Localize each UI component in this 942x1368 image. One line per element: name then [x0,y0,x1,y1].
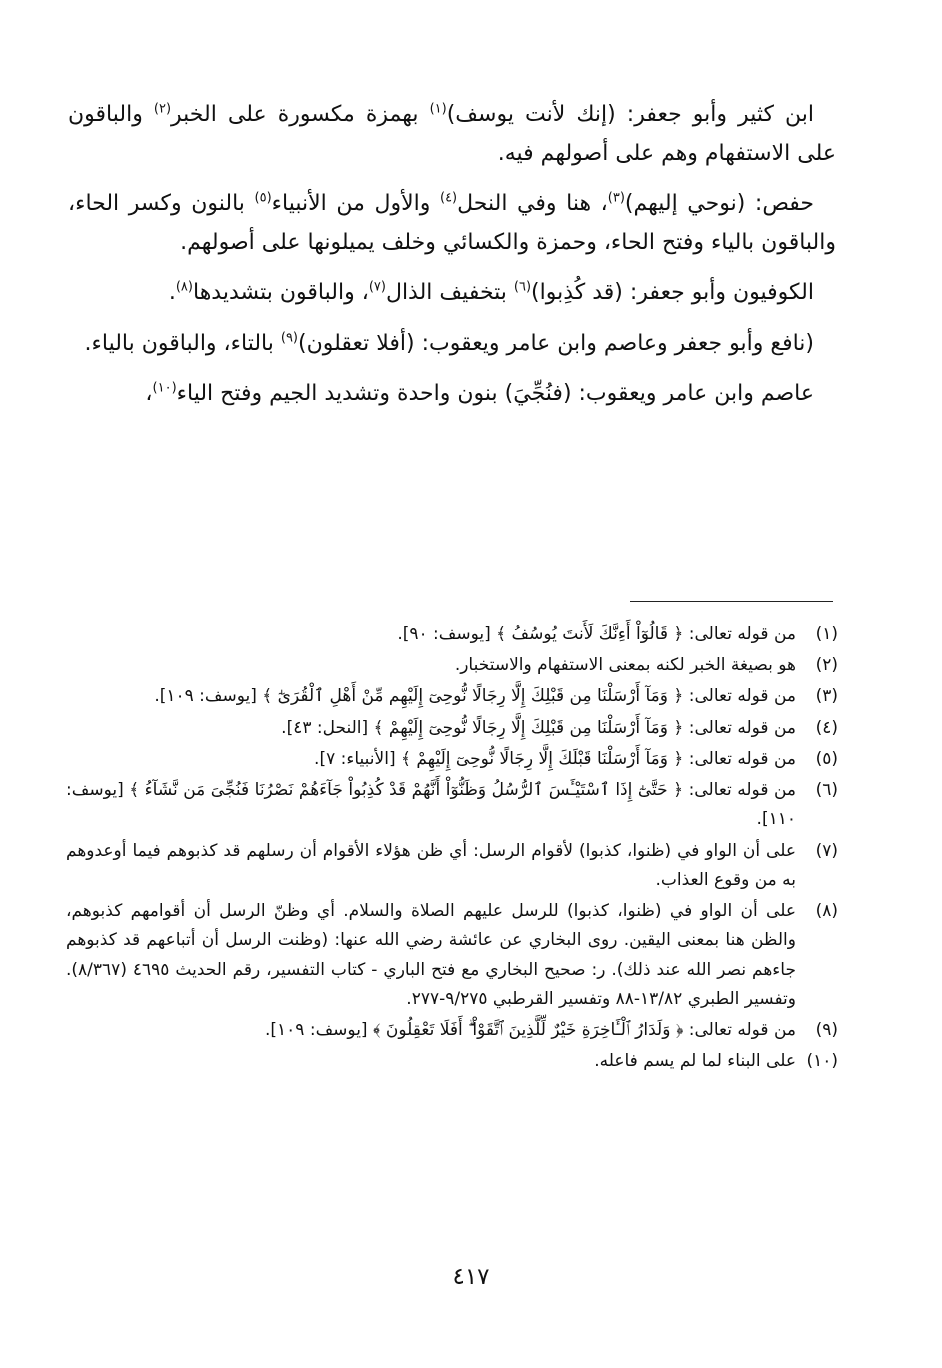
footnote-divider [630,601,833,602]
footnote-number: (٦) [815,780,838,801]
footnote [66,837,838,895]
page-number: ٤١٧ [452,1264,490,1290]
footnote-text: هو بصيغة الخبر لكنه بمعنى الاستفهام والاستخبار. [454,655,796,676]
paragraph-text: والأول من الأنبياء [271,191,440,216]
footnote-text: من قوله تعالى: ﴿ وَمَآ أَرْسَلْنَا قَبْلَكَ إِلَّا رِجَالًا نُّوحِىٓ إِلَيْهِمْ ﴾ [الأنبياء: ٧]. [314,748,796,769]
paragraph-text: ، والباقون بتشديدها [192,280,369,305]
footnote-ref: (٩) [280,330,298,346]
footnotes [66,620,838,1079]
footnote-number: (٥) [815,748,838,769]
paragraph-text: الكوفيون وأبو جعفر: (قد كُذِبوا) [531,280,814,305]
footnote [66,897,838,1014]
paragraph-text: ابن كثير وأبو جعفر: (إنك لأنت يوسف) [446,102,814,127]
paragraph-text: حفص: (نوحي إليهم) [624,191,815,216]
footnote-text: على أن الواو في (ظنوا، كذبوا) لأقوام الرسل: أي ظن هؤلاء الأقوام أن رسلهم قد كذبوهم فيما أوعدوهم به من وقوع العذاب. [66,840,796,890]
footnote-ref: (٨) [175,279,193,295]
main-paragraph [68,185,836,262]
footnote-ref: (٦) [513,279,532,295]
footnote [66,745,838,774]
footnote [66,1047,838,1076]
footnote-text: من قوله تعالى: ﴿ وَلَدَارُ ٱلْـَٔاخِرَةِ خَيْرٌ لِّلَّذِينَ ٱتَّقَوْاْ ۗ أَفَلَا تَعْقِلُونَ ﴾ [يوسف: ١٠٩]. [264,1020,796,1041]
footnote [66,620,838,649]
footnote-number: (٨) [815,901,838,922]
footnote-number: (٤) [815,717,838,738]
footnote-ref: (١٠) [152,380,177,396]
paragraph-text: والباقون على الاستفهام وهم على أصولهم فيه. [68,102,836,166]
footnote-number: (٢) [815,655,838,676]
footnote-text: من قوله تعالى: ﴿ حَتَّىٰٓ إِذَا ٱسْتَيْـَٔسَ ٱلرُّسُلُ وَظَنُّوٓاْ أَنَّهُمْ قَدْ كُذِبُواْ جَآءَهُمْ نَصْرُنَا فَنُجِّىَ مَن نَّشَآءُ ﴾ [يوسف: ١١٠]. [66,780,796,830]
paragraph-text: بهمزة مكسورة على الخبر [171,102,430,127]
main-text [68,96,836,426]
footnote [66,651,838,680]
footnote-text: على البناء لما لم يسم فاعله. [594,1051,796,1072]
footnote-ref: (٣) [607,190,625,206]
footnote-number: (١) [815,624,838,644]
paragraph-text: بالنون وكسر الحاء، والباقون بالياء وفتح الحاء، وحمزة والكسائي وخلف يميلونها على أصولهم. [68,191,836,255]
paragraph-text: عاصم وابن عامر ويعقوب: (فنُجِّيَ) بنون واحدة وتشديد الجيم وفتح الياء [176,381,814,406]
main-paragraph [68,325,836,364]
paragraph-text: ، هنا وفي النحل [457,191,608,216]
footnote-text: من قوله تعالى: ﴿ وَمَآ أَرْسَلْنَا مِن قَبْلِكَ إِلَّا رِجَالًا نُّوحِىٓ إِلَيْهِم مِّنْ أَهْلِ ٱلْقُرَىٰٓ ﴾ [يوسف: ١٠٩]. [154,686,796,707]
footnote-ref: (٢) [153,101,172,117]
footnote-ref: (٥) [254,190,272,206]
footnote-text: من قوله تعالى: ﴿ وَمَآ أَرْسَلْنَا مِن قَبْلِكَ إِلَّا رِجَالًا نُّوحِىٓ إِلَيْهِمْ ﴾ [النحل: ٤٣]. [281,717,796,738]
footnote-ref: (١) [429,101,447,117]
main-paragraph [68,274,836,313]
main-paragraph [68,96,836,173]
footnote [66,1016,838,1045]
paragraph-text: بالتاء، والباقون بالياء. [84,330,281,356]
footnote-number: (١٠) [806,1051,838,1072]
footnote-number: (٧) [815,840,838,861]
paragraph-text: بتخفيف الذال [385,280,514,305]
footnote [66,682,838,711]
paragraph-text: . [168,280,176,305]
footnote-text: على أن الواو في (ظنوا، كذبوا) للرسل عليهم الصلاة والسلام. أي وظنّ الرسل أن أقوامهم كذبوهم، والظن هنا بمعنى اليقين. روى البخاري عن عائشة رضي الله عنها: (وظنت الرسل أن أتباعهم قد كذبوهم جاءهم نصر الله عند ذلك). ر: صحيح البخاري مع فتح الباري - كتاب التفسير، رقم الحديث ٤٦٩٥ (٨/٣٦٧). وتفسير الطبري ١٣/٨٢-٨٨ وتفسير القرطبي ٩/٢٧٥-٢٧٧. [66,901,796,1009]
footnote [66,714,838,743]
footnote-ref: (٧) [368,279,386,295]
footnote [66,776,838,834]
footnote-number: (٣) [815,686,838,707]
footnote-ref: (٤) [439,190,458,206]
paragraph-text: ، [145,381,153,406]
main-paragraph [68,375,836,414]
paragraph-text: (نافع وأبو جعفر وعاصم وابن عامر ويعقوب: (أفلا تعقلون) [298,330,814,356]
footnote-text: من قوله تعالى: ﴿ قَالُوٓاْ أَءِنَّكَ لَأَنتَ يُوسُفُ ﴾ [يوسف: ٩٠]. [397,624,796,644]
footnote-number: (٩) [815,1020,838,1041]
